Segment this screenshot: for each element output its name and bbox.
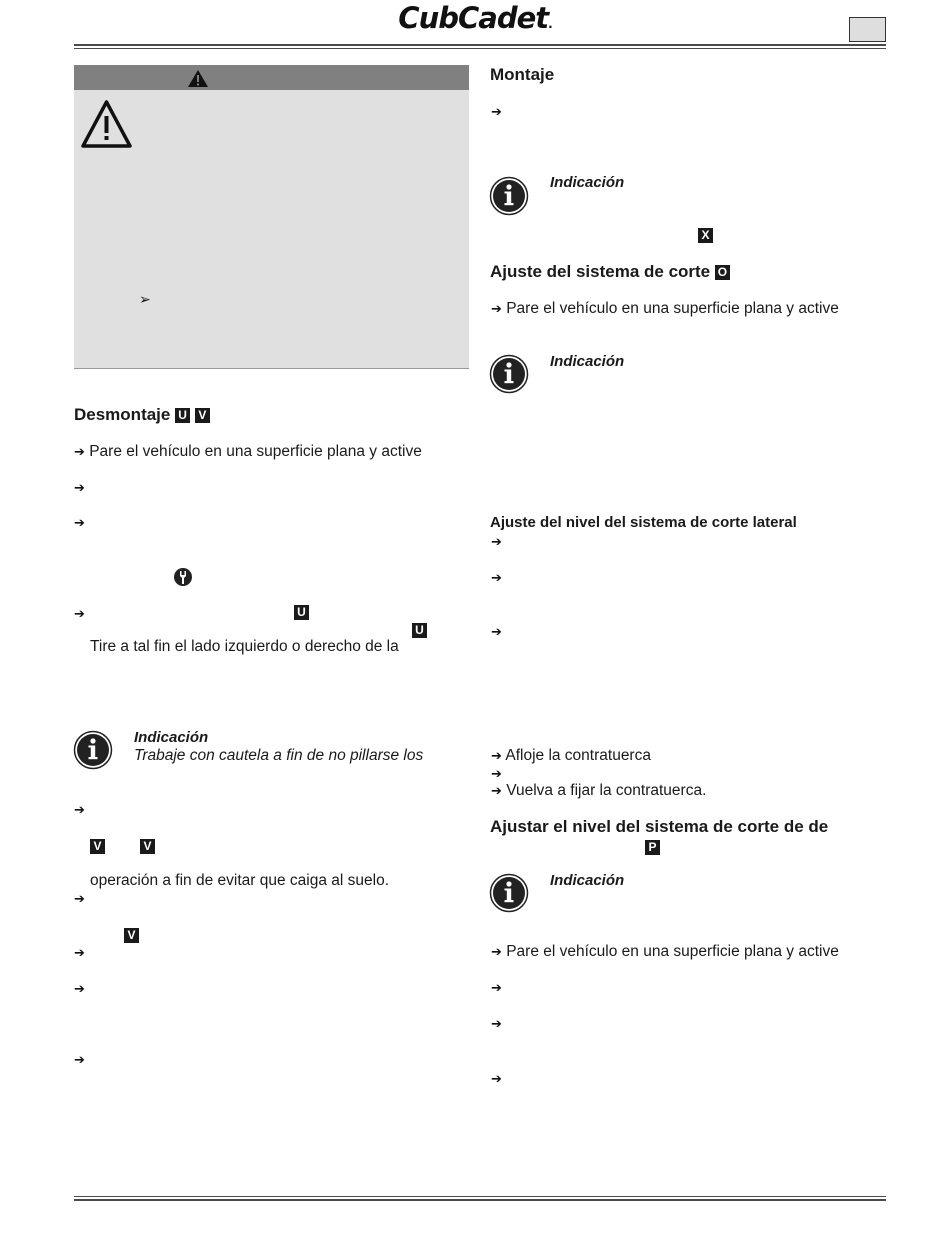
arrow-icon: ➔ — [74, 606, 85, 621]
desmontaje-step-1: ➔ Pare el vehículo en una superficie plana y active — [74, 443, 422, 460]
figure-tag-v: V — [124, 928, 139, 943]
arrow-icon: ➔ — [491, 624, 502, 639]
desmontaje-heading: Desmontaje U V — [74, 405, 210, 425]
cub-cadet-logo: CubCadet. — [398, 1, 552, 35]
ajustar-nivel-heading: Ajustar el nivel del sistema de corte de de — [490, 817, 829, 836]
figure-tag-u: U — [294, 605, 309, 620]
afloje-step: ➔ Afloje la contratuerca — [491, 747, 651, 764]
operacion-text: operación a fin de evitar que caiga al suelo. — [90, 872, 390, 889]
ajustar-nivel-indicacion-title: Indicación — [550, 872, 625, 889]
ajuste-lateral-heading: Ajuste del nivel del sistema de corte lateral — [490, 514, 797, 531]
arrow-icon: ➔ — [74, 480, 85, 495]
arrow-icon: ➔ — [491, 783, 502, 798]
arrow-icon: ➔ — [74, 802, 85, 817]
info-icon — [73, 730, 113, 770]
arrow-icon: ➔ — [491, 766, 502, 781]
arrow-icon: ➔ — [74, 891, 85, 906]
arrow-icon: ➔ — [491, 980, 502, 995]
footer-divider-thin — [74, 1196, 886, 1197]
figure-tag-v: V — [90, 839, 105, 854]
footer-divider — [74, 1199, 886, 1201]
desmontaje-pull-text: Tire a tal fin el lado izquierdo o derecho de la — [90, 638, 399, 655]
info-icon — [489, 176, 529, 216]
arrow-icon: ➔ — [491, 1016, 502, 1031]
indicacion-title: Indicación — [134, 729, 209, 746]
figure-tag-u: U — [412, 623, 427, 638]
arrow-icon: ➔ — [74, 981, 85, 996]
arrow-icon: ➔ — [491, 570, 502, 585]
figure-tag-v: V — [140, 839, 155, 854]
montaje-indicacion-title: Indicación — [550, 174, 625, 191]
info-icon — [489, 873, 529, 913]
header-divider — [74, 44, 886, 46]
figure-tag-x: X — [698, 228, 713, 243]
info-icon — [489, 354, 529, 394]
ajustar-nivel-step-1: ➔ Pare el vehículo en una superficie plana y active — [491, 943, 839, 960]
warning-header-bar — [74, 65, 469, 90]
wrench-icon — [173, 567, 193, 587]
arrow-icon: ➔ — [491, 534, 502, 549]
arrow-icon: ➔ — [491, 1071, 502, 1086]
arrow-icon: ➔ — [491, 301, 502, 316]
arrow-icon: ➔ — [74, 444, 85, 459]
figure-tag-o: O — [715, 265, 730, 280]
fijar-step: ➔ Vuelva a fijar la contratuerca. — [491, 782, 707, 799]
warning-bullet-arrow: ➢ — [139, 291, 151, 307]
arrow-icon: ➔ — [74, 515, 85, 530]
ajuste-corte-step-1: ➔ Pare el vehículo en una superficie plana y active — [491, 300, 839, 317]
figure-tag-u: U — [175, 408, 190, 423]
arrow-icon: ➔ — [491, 104, 502, 119]
page-number-box — [849, 17, 886, 42]
warning-large-icon — [80, 99, 133, 149]
figure-tag-v: V — [195, 408, 210, 423]
warning-box — [74, 65, 469, 369]
figure-tag-p: P — [645, 840, 660, 855]
arrow-icon: ➔ — [491, 944, 502, 959]
ajuste-corte-indicacion-title: Indicación — [550, 353, 625, 370]
warning-triangle-icon — [187, 69, 209, 88]
arrow-icon: ➔ — [74, 945, 85, 960]
montaje-heading: Montaje — [490, 65, 555, 84]
indicacion-text: Trabaje con cautela a fin de no pillarse los — [134, 747, 424, 764]
ajuste-corte-heading: Ajuste del sistema de corte O — [490, 262, 730, 282]
header-divider-thin — [74, 48, 886, 49]
arrow-icon: ➔ — [491, 748, 502, 763]
arrow-icon: ➔ — [74, 1052, 85, 1067]
